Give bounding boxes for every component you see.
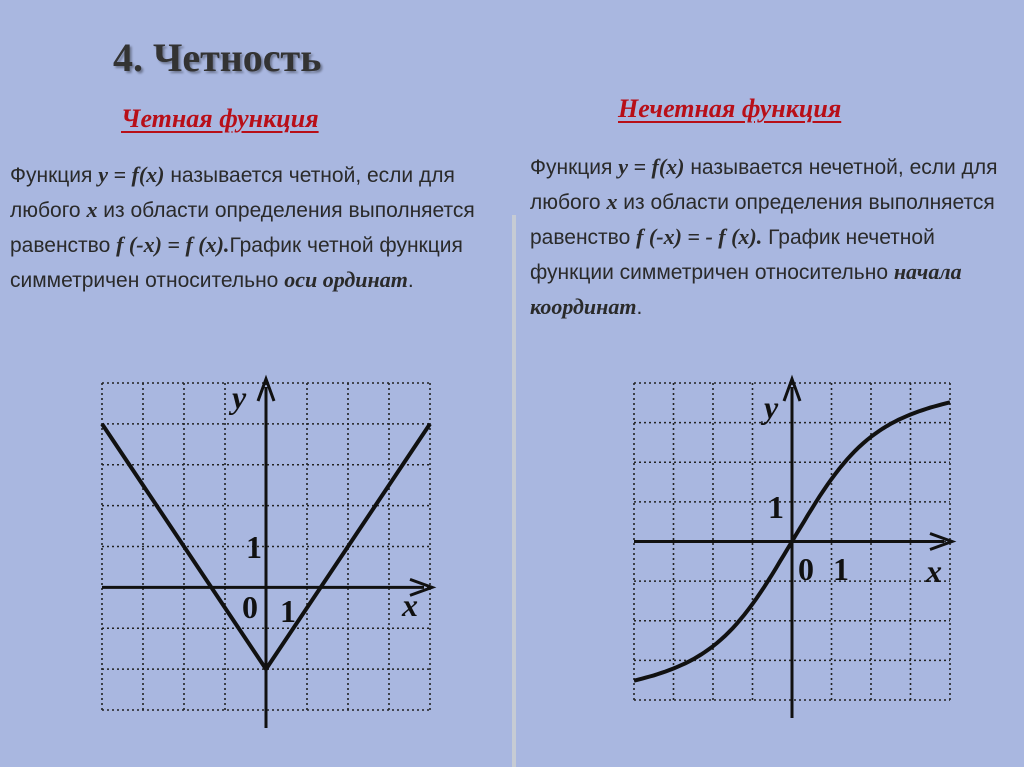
even-x-axis-label: x	[402, 587, 418, 623]
odd-text-segment: f (-x) = - f (x).	[636, 224, 763, 249]
even-y-unit-label: 1	[246, 529, 262, 565]
odd-text-segment: Функция	[530, 156, 619, 179]
even-y-axis-label: y	[232, 379, 247, 415]
even-text-segment: .	[407, 269, 414, 292]
even-origin-label: 0	[242, 589, 258, 625]
odd-function-heading: Нечетная функция	[618, 94, 842, 123]
odd-text-segment: .	[636, 296, 643, 319]
odd-x-axis-label: x	[926, 553, 942, 589]
even-text-segment: y = f(x)	[98, 162, 165, 187]
even-function-heading: Четная функция	[121, 104, 319, 133]
odd-y-axis-label: y	[764, 389, 779, 425]
odd-text-segment: называется нечетной, если для любого	[530, 156, 998, 214]
even-text-segment: x	[86, 197, 98, 222]
even-text-segment: оси ординат	[284, 267, 408, 292]
even-text-segment: называется четной, если для любого	[10, 164, 455, 222]
even-x-unit-label: 1	[280, 593, 296, 629]
odd-text-segment: начала координат	[530, 259, 962, 319]
slide-title: 4. Четность	[113, 35, 322, 80]
odd-x-unit-label: 1	[833, 551, 849, 587]
even-text-segment: График четной функция симметричен относительно	[10, 234, 463, 292]
odd-text-segment: x	[606, 189, 618, 214]
odd-text-segment: График нечетной функции симметричен относительно	[530, 226, 935, 284]
even-text-segment: f (-x) = f (x).	[116, 232, 230, 257]
even-text-segment: из области определения выполняется равенство	[10, 199, 475, 257]
odd-y-unit-label: 1	[768, 489, 784, 525]
odd-text-segment: из области определения выполняется равенство	[530, 191, 995, 249]
odd-origin-label: 0	[798, 551, 814, 587]
even-text-segment: Функция	[10, 164, 99, 187]
odd-text-segment: y = f(x)	[618, 154, 685, 179]
